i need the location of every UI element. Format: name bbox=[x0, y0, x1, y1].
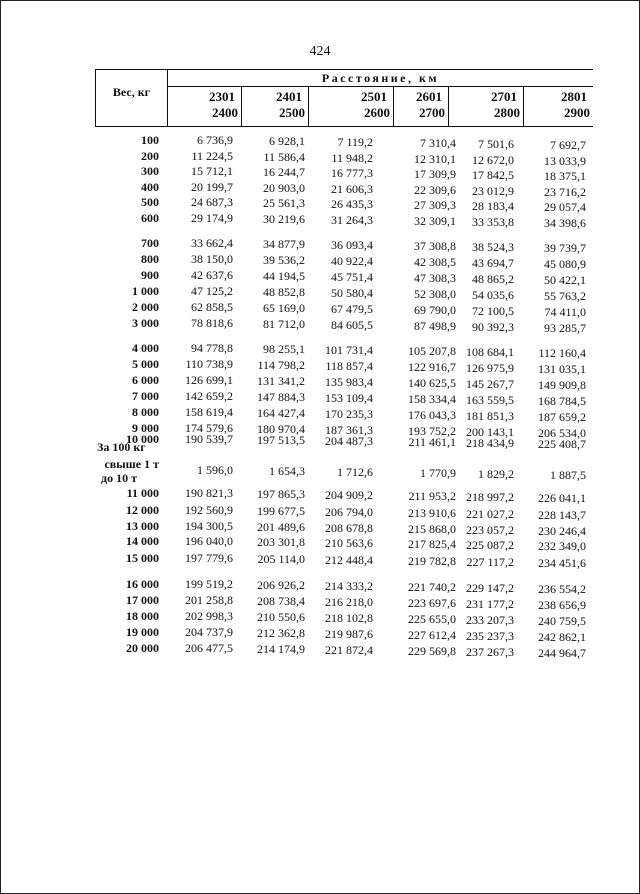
rate-cell: 1 770,9 bbox=[420, 466, 456, 480]
rate-cell: 50 422,1 bbox=[544, 273, 586, 287]
weight-label-line2: до 10 т bbox=[101, 471, 137, 485]
range-from: 2701 bbox=[491, 89, 517, 104]
rate-cell: 48 865,2 bbox=[472, 272, 514, 286]
page-number: 424 bbox=[309, 44, 331, 59]
range-from: 2601 bbox=[416, 89, 442, 104]
range-to: 2900 bbox=[564, 105, 590, 120]
rate-cell: 215 868,0 bbox=[408, 522, 456, 536]
weight-label: 7 000 bbox=[132, 389, 159, 403]
rate-cell: 216 218,0 bbox=[325, 595, 373, 609]
weight-label: 400 bbox=[141, 180, 159, 194]
rate-cell: 204 487,3 bbox=[325, 434, 373, 448]
rate-cell: 218 102,8 bbox=[325, 611, 373, 625]
rate-cell: 30 219,6 bbox=[263, 212, 305, 226]
weight-label: За 100 кг bbox=[97, 440, 146, 454]
rate-cell: 38 524,3 bbox=[472, 240, 514, 254]
rate-cell: 72 100,5 bbox=[472, 304, 514, 318]
weight-label: 4 000 bbox=[132, 341, 159, 355]
rate-cell: 105 207,8 bbox=[408, 344, 456, 358]
weight-label: 19 000 bbox=[126, 625, 159, 639]
rate-cell: 11 586,4 bbox=[263, 150, 305, 164]
rate-cell: 223 697,6 bbox=[408, 596, 456, 610]
rate-cell: 62 858,5 bbox=[191, 300, 233, 314]
rate-cell: 218 997,2 bbox=[466, 490, 514, 504]
range-from: 2801 bbox=[561, 89, 587, 104]
rate-cell: 20 199,7 bbox=[191, 180, 233, 194]
rate-cell: 201 258,8 bbox=[185, 593, 233, 607]
weight-label: 14 000 bbox=[126, 534, 159, 548]
rate-cell: 205 114,0 bbox=[257, 552, 305, 566]
rate-cell: 87 498,9 bbox=[414, 319, 456, 333]
rate-cell: 50 580,4 bbox=[331, 286, 373, 300]
rate-cell: 221 740,2 bbox=[408, 580, 456, 594]
rate-cell: 197 865,3 bbox=[257, 487, 305, 501]
rate-cell: 52 308,0 bbox=[414, 287, 456, 301]
rate-cell: 12 672,0 bbox=[472, 153, 514, 167]
rate-cell: 29 057,4 bbox=[544, 200, 586, 214]
rate-cell: 12 310,1 bbox=[414, 152, 456, 166]
rate-cell: 1 829,2 bbox=[478, 467, 514, 481]
rate-cell: 196 040,0 bbox=[185, 534, 233, 548]
rate-cell: 48 852,8 bbox=[263, 285, 305, 299]
rate-cell: 17 842,5 bbox=[472, 168, 514, 182]
rate-cell: 45 751,4 bbox=[331, 270, 373, 284]
rate-cell: 1 654,3 bbox=[269, 464, 305, 478]
rate-cell: 227 117,2 bbox=[466, 555, 514, 569]
rate-cell: 17 309,9 bbox=[414, 167, 456, 181]
rate-cell: 21 606,3 bbox=[331, 182, 373, 196]
rate-cell: 218 434,9 bbox=[466, 436, 514, 450]
rate-cell: 238 656,9 bbox=[538, 598, 586, 612]
weight-column-header: Вес, кг bbox=[96, 70, 168, 126]
rate-cell: 55 763,2 bbox=[544, 289, 586, 303]
rate-cell: 163 559,5 bbox=[466, 393, 514, 407]
rate-cell: 201 489,6 bbox=[257, 520, 305, 534]
rate-cell: 22 309,6 bbox=[414, 183, 456, 197]
rate-cell: 29 174,9 bbox=[191, 211, 233, 225]
rate-cell: 223 057,2 bbox=[466, 523, 514, 537]
rate-cell: 237 267,3 bbox=[466, 645, 514, 659]
rate-cell: 11 948,2 bbox=[331, 151, 373, 165]
rate-cell: 114 798,2 bbox=[257, 358, 305, 372]
rate-cell: 38 150,0 bbox=[191, 252, 233, 266]
rate-cell: 221 872,4 bbox=[325, 643, 373, 657]
rate-cell: 67 479,5 bbox=[331, 302, 373, 316]
rate-cell: 213 910,6 bbox=[408, 506, 456, 520]
rate-cell: 44 194,5 bbox=[263, 269, 305, 283]
rate-cell: 225 655,0 bbox=[408, 612, 456, 626]
rate-cell: 32 309,1 bbox=[414, 214, 456, 228]
range-from: 2501 bbox=[361, 89, 387, 104]
rate-cell: 23 716,2 bbox=[544, 185, 586, 199]
rate-cell: 126 699,1 bbox=[185, 373, 233, 387]
range-from: 2401 bbox=[276, 89, 302, 104]
rate-cell: 108 684,1 bbox=[466, 345, 514, 359]
weight-label: 16 000 bbox=[126, 577, 159, 591]
rate-cell: 147 884,3 bbox=[257, 390, 305, 404]
range-from: 2301 bbox=[209, 89, 235, 104]
rate-cell: 6 928,1 bbox=[269, 134, 305, 148]
rate-cell: 234 451,6 bbox=[538, 556, 586, 570]
range-to: 2600 bbox=[364, 105, 390, 120]
rate-cell: 39 536,2 bbox=[263, 253, 305, 267]
weight-label: 9 000 bbox=[132, 421, 159, 435]
weight-label: 200 bbox=[141, 149, 159, 163]
rate-cell: 229 569,8 bbox=[408, 644, 456, 658]
rate-cell: 122 916,7 bbox=[408, 360, 456, 374]
rate-cell: 192 560,9 bbox=[185, 503, 233, 517]
rate-cell: 228 143,7 bbox=[538, 508, 586, 522]
rate-cell: 200 143,1 bbox=[466, 425, 514, 439]
rate-cell: 112 160,4 bbox=[538, 346, 586, 360]
rate-cell: 40 922,4 bbox=[331, 254, 373, 268]
rate-cell: 149 909,8 bbox=[538, 378, 586, 392]
rate-cell: 7 119,2 bbox=[337, 135, 373, 149]
rate-cell: 225 087,2 bbox=[466, 538, 514, 552]
rate-cell: 94 778,8 bbox=[191, 341, 233, 355]
rate-cell: 1 596,0 bbox=[197, 463, 233, 477]
rate-cell: 25 561,3 bbox=[263, 196, 305, 210]
rate-cell: 231 177,2 bbox=[466, 597, 514, 611]
weight-label: 18 000 bbox=[126, 609, 159, 623]
rate-cell: 13 033,9 bbox=[544, 154, 586, 168]
rate-cell: 28 183,4 bbox=[472, 199, 514, 213]
rate-cell: 7 692,7 bbox=[550, 138, 586, 152]
rate-cell: 81 712,0 bbox=[263, 317, 305, 331]
rate-cell: 190 821,3 bbox=[185, 486, 233, 500]
weight-label: 11 000 bbox=[126, 486, 159, 500]
rate-cell: 24 687,3 bbox=[191, 195, 233, 209]
range-to: 2800 bbox=[494, 105, 520, 120]
rate-cell: 230 246,4 bbox=[538, 524, 586, 538]
rate-cell: 140 625,5 bbox=[408, 376, 456, 390]
range-to: 2400 bbox=[212, 105, 238, 120]
weight-label: 900 bbox=[141, 268, 159, 282]
weight-label: 15 000 bbox=[126, 551, 159, 565]
rate-cell: 142 659,2 bbox=[185, 389, 233, 403]
rate-cell: 168 784,5 bbox=[538, 394, 586, 408]
rate-cell: 242 862,1 bbox=[538, 630, 586, 644]
rate-cell: 203 301,8 bbox=[257, 535, 305, 549]
rate-cell: 206 477,5 bbox=[185, 641, 233, 655]
rate-cell: 118 857,4 bbox=[325, 359, 373, 373]
rate-cell: 214 174,9 bbox=[257, 642, 305, 656]
rate-cell: 110 738,9 bbox=[185, 357, 233, 371]
rate-cell: 7 501,6 bbox=[478, 137, 514, 151]
rate-cell: 229 147,2 bbox=[466, 581, 514, 595]
rate-cell: 98 255,1 bbox=[263, 342, 305, 356]
rate-cell: 16 244,7 bbox=[263, 165, 305, 179]
rate-cell: 16 777,3 bbox=[331, 166, 373, 180]
rate-cell: 90 392,3 bbox=[472, 320, 514, 334]
weight-label: свыше 1 т bbox=[104, 457, 159, 471]
rate-cell: 158 334,4 bbox=[408, 392, 456, 406]
rate-cell: 69 790,0 bbox=[414, 303, 456, 317]
rate-cell: 244 964,7 bbox=[538, 646, 586, 660]
rate-cell: 170 235,3 bbox=[325, 407, 373, 421]
rate-cell: 20 903,0 bbox=[263, 181, 305, 195]
rate-cell: 1 712,6 bbox=[337, 465, 373, 479]
rate-cell: 47 125,2 bbox=[191, 284, 233, 298]
rate-cell: 33 353,8 bbox=[472, 215, 514, 229]
rate-cell: 211 953,2 bbox=[408, 489, 456, 503]
rate-cell: 217 825,4 bbox=[408, 537, 456, 551]
rate-cell: 54 035,6 bbox=[472, 288, 514, 302]
rate-cell: 187 659,2 bbox=[538, 410, 586, 424]
rate-cell: 47 308,3 bbox=[414, 271, 456, 285]
rate-cell: 240 759,5 bbox=[538, 614, 586, 628]
rate-cell: 26 435,3 bbox=[331, 197, 373, 211]
rate-cell: 174 579,6 bbox=[185, 421, 233, 435]
rate-cell: 15 712,1 bbox=[191, 164, 233, 178]
rate-cell: 39 739,7 bbox=[544, 241, 586, 255]
weight-label: 800 bbox=[141, 252, 159, 266]
rate-cell: 208 678,8 bbox=[325, 521, 373, 535]
rate-cell: 37 308,8 bbox=[414, 239, 456, 253]
rate-cell: 131 341,2 bbox=[257, 374, 305, 388]
weight-label: 17 000 bbox=[126, 593, 159, 607]
rate-cell: 233 207,3 bbox=[466, 613, 514, 627]
rate-cell: 190 539,7 bbox=[185, 432, 233, 446]
rate-cell: 31 264,3 bbox=[331, 213, 373, 227]
weight-label: 700 bbox=[141, 236, 159, 250]
rate-cell: 232 349,0 bbox=[538, 539, 586, 553]
rate-cell: 210 550,6 bbox=[257, 610, 305, 624]
weight-label: 10 000 bbox=[126, 432, 159, 446]
rate-cell: 181 851,3 bbox=[466, 409, 514, 423]
rate-cell: 34 877,9 bbox=[263, 237, 305, 251]
rate-cell: 197 779,6 bbox=[185, 551, 233, 565]
rate-cell: 212 362,8 bbox=[257, 626, 305, 640]
rate-cell: 187 361,3 bbox=[325, 423, 373, 437]
weight-label: 8 000 bbox=[132, 405, 159, 419]
rate-cell: 206 926,2 bbox=[257, 578, 305, 592]
weight-label: 600 bbox=[141, 211, 159, 225]
rate-cell: 225 408,7 bbox=[538, 437, 586, 451]
rate-cell: 158 619,4 bbox=[185, 405, 233, 419]
rate-cell: 33 662,4 bbox=[191, 236, 233, 250]
rate-cell: 202 998,3 bbox=[185, 609, 233, 623]
rate-cell: 34 398,6 bbox=[544, 216, 586, 230]
rate-cell: 235 237,3 bbox=[466, 629, 514, 643]
rate-cell: 18 375,1 bbox=[544, 169, 586, 183]
weight-label: 5 000 bbox=[132, 357, 159, 371]
rate-cell: 226 041,1 bbox=[538, 491, 586, 505]
weight-label: 3 000 bbox=[132, 316, 159, 330]
rate-cell: 211 461,1 bbox=[408, 435, 456, 449]
rate-cell: 42 308,5 bbox=[414, 255, 456, 269]
rate-cell: 43 694,7 bbox=[472, 256, 514, 270]
weight-label: 500 bbox=[141, 195, 159, 209]
rate-cell: 206 534,0 bbox=[538, 426, 586, 440]
rate-cell: 23 012,9 bbox=[472, 184, 514, 198]
rate-cell: 27 309,3 bbox=[414, 198, 456, 212]
weight-label: 2 000 bbox=[132, 300, 159, 314]
weight-label: 20 000 bbox=[126, 641, 159, 655]
weight-label: 1 000 bbox=[132, 284, 159, 298]
weight-label: 12 000 bbox=[126, 503, 159, 517]
rate-cell: 208 738,4 bbox=[257, 594, 305, 608]
rate-cell: 7 310,4 bbox=[420, 136, 456, 150]
rate-cell: 11 224,5 bbox=[191, 149, 233, 163]
distance-header: Расстояние, км bbox=[168, 70, 593, 87]
rate-cell: 131 035,1 bbox=[538, 362, 586, 376]
rate-cell: 236 554,2 bbox=[538, 582, 586, 596]
rate-cell: 210 563,6 bbox=[325, 536, 373, 550]
weight-label: 13 000 bbox=[126, 519, 159, 533]
rate-cell: 101 731,4 bbox=[325, 343, 373, 357]
rate-cell: 126 975,9 bbox=[466, 361, 514, 375]
rate-cell: 45 080,9 bbox=[544, 257, 586, 271]
rate-cell: 180 970,4 bbox=[257, 422, 305, 436]
rate-cell: 36 093,4 bbox=[331, 238, 373, 252]
rate-cell: 42 637,6 bbox=[191, 268, 233, 282]
rate-cell: 221 027,2 bbox=[466, 507, 514, 521]
rate-cell: 197 513,5 bbox=[257, 433, 305, 447]
weight-label: 6 000 bbox=[132, 373, 159, 387]
rate-cell: 206 794,0 bbox=[325, 505, 373, 519]
rate-cell: 164 427,4 bbox=[257, 406, 305, 420]
rate-cell: 153 109,4 bbox=[325, 391, 373, 405]
rate-cell: 93 285,7 bbox=[544, 321, 586, 335]
rate-cell: 193 752,2 bbox=[408, 424, 456, 438]
weight-label: 100 bbox=[141, 133, 159, 147]
rate-cell: 212 448,4 bbox=[325, 553, 373, 567]
rate-cell: 1 887,5 bbox=[550, 468, 586, 482]
rate-cell: 204 737,9 bbox=[185, 625, 233, 639]
rate-cell: 176 043,3 bbox=[408, 408, 456, 422]
range-to: 2500 bbox=[279, 105, 305, 120]
rate-cell: 219 987,6 bbox=[325, 627, 373, 641]
rate-cell: 6 736,9 bbox=[197, 133, 233, 147]
weight-label: 300 bbox=[141, 164, 159, 178]
rate-cell: 84 605,5 bbox=[331, 318, 373, 332]
rate-cell: 219 782,8 bbox=[408, 554, 456, 568]
rate-cell: 145 267,7 bbox=[466, 377, 514, 391]
rate-cell: 214 333,2 bbox=[325, 579, 373, 593]
rate-cell: 199 677,5 bbox=[257, 504, 305, 518]
rate-cell: 227 612,4 bbox=[408, 628, 456, 642]
range-to: 2700 bbox=[419, 105, 445, 120]
rate-cell: 135 983,4 bbox=[325, 375, 373, 389]
rate-cell: 194 300,5 bbox=[185, 519, 233, 533]
rate-cell: 78 818,6 bbox=[191, 316, 233, 330]
rate-cell: 74 411,0 bbox=[544, 305, 586, 319]
rate-cell: 65 169,0 bbox=[263, 301, 305, 315]
rate-cell: 204 909,2 bbox=[325, 488, 373, 502]
rate-cell: 199 519,2 bbox=[185, 577, 233, 591]
